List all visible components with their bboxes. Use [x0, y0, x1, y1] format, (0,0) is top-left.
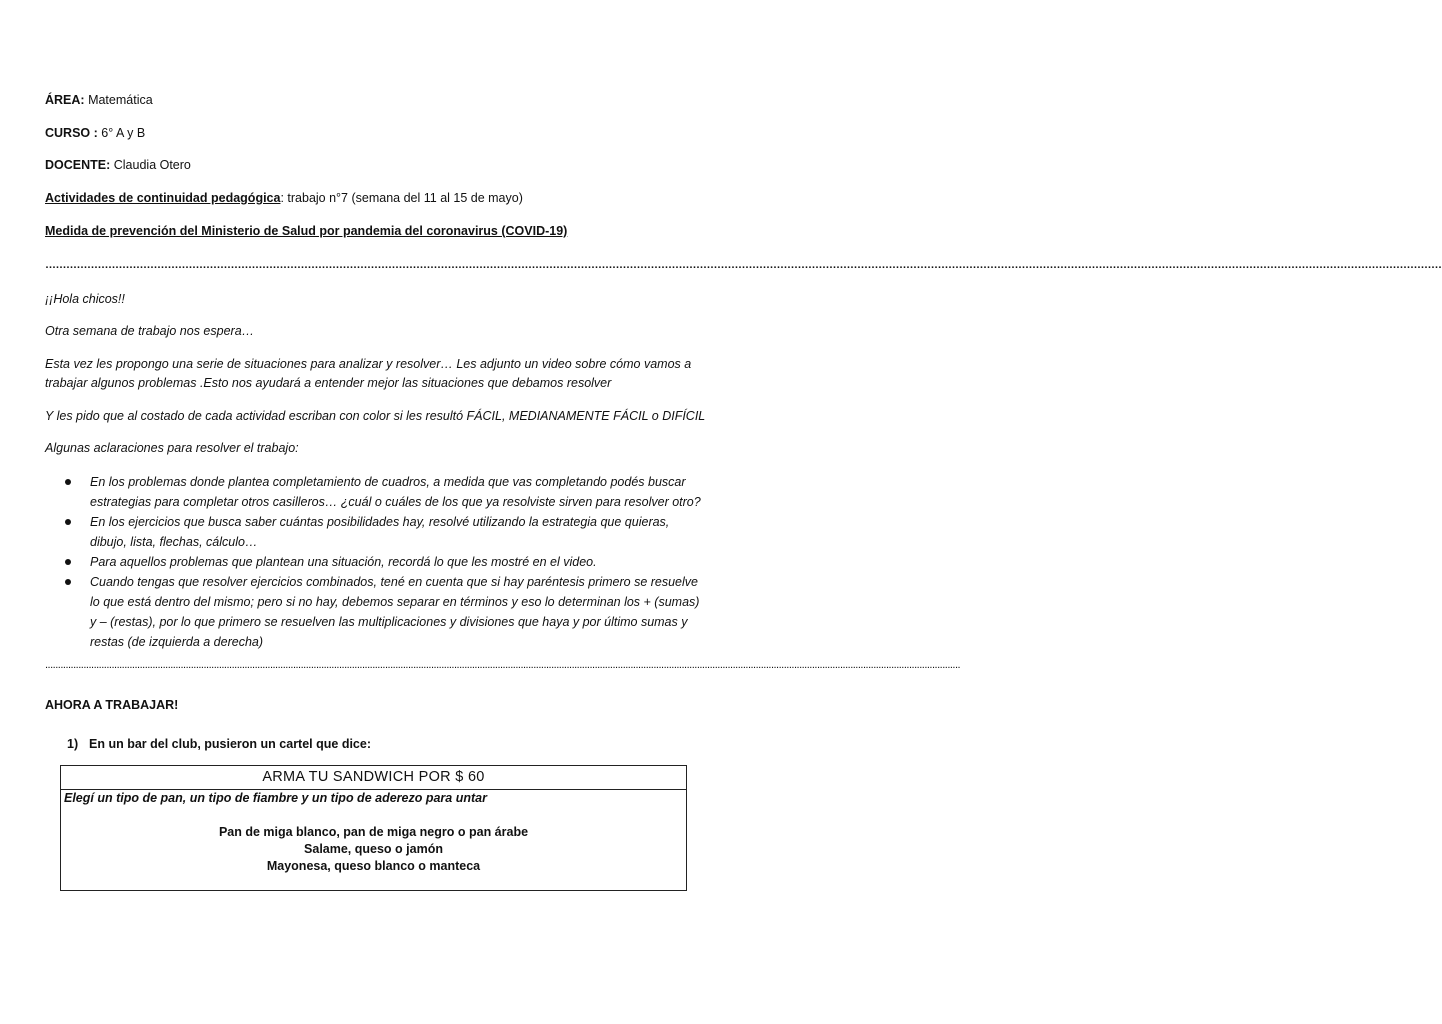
sign-option-coldcut: Salame, queso o jamón [304, 842, 443, 856]
sign-option-spread: Mayonesa, queso blanco o manteca [266, 859, 481, 873]
list-item: Para aquellos problemas que plantean una situación, recordá lo que les mostré en el video. [59, 552, 709, 572]
ahora-heading: AHORA A TRABAJAR! [45, 698, 179, 712]
question-number: 1) [67, 737, 79, 751]
intro-paragraph-2-line-2: trabajar algunos problemas .Esto nos ayudará a entender mejor las situaciones que debamos resolver [45, 376, 612, 390]
curso-value: 6° A y B [97, 126, 146, 140]
intro-paragraph-4: Algunas aclaraciones para resolver el trabajo: [45, 441, 299, 455]
area-line [45, 92, 153, 108]
sign-subtitle: Elegí un tipo de pan, un tipo de fiambre y un tipo de aderezo para untar [64, 791, 487, 805]
sandwich-sign [60, 765, 687, 891]
actividades-label: Actividades de continuidad pedagógica [45, 191, 281, 205]
curso-line [45, 125, 145, 141]
docente-value: Claudia Otero [110, 158, 191, 172]
intro-paragraph-2-line-1: Esta vez les propongo una serie de situaciones para analizar y resolver… Les adjunto un video sobre cómo vamos a [45, 357, 692, 371]
sign-options [61, 824, 686, 875]
list-item: Cuando tengas que resolver ejercicios combinados, tené en cuenta que si hay paréntesis primero se resuelve lo que está dentro del mismo; pero si no hay, debemos separar en términos y eso lo determinan los + (sumas) y – (restas), por lo que primero se resuelven las multiplicaciones y divisiones que haya y por último sumas y restas (de izquierda a derecha) [59, 572, 709, 652]
actividades-value: : trabajo n°7 (semana del 11 al 15 de mayo) [280, 191, 523, 205]
actividades-line [45, 190, 523, 206]
medida-heading: Medida de prevención del Ministerio de Salud por pandemia del coronavirus (COVID-19) [45, 224, 568, 238]
list-item: En los problemas donde plantea completamiento de cuadros, a medida que vas completando podés buscar estrategias para completar otros casilleros… ¿cuál o cuáles de los que ya resolviste sirven para resolver otro? [59, 472, 709, 512]
separator-thick: ………………………………………………………………………………………………………………………………………………………………………………………………………………………………………………………………………………………………………………………………………………………………… [45, 259, 1442, 271]
area-label: ÁREA: [45, 93, 85, 107]
sign-option-bread: Pan de miga blanco, pan de miga negro o pan árabe [218, 825, 529, 839]
area-value: Matemática [84, 93, 153, 107]
clarifications-list [59, 472, 709, 652]
greeting: ¡¡Hola chicos!! [45, 292, 125, 306]
list-item: En los ejercicios que busca saber cuántas posibilidades hay, resolvé utilizando la estrategia que quieras, dibujo, lista, flechas, cálculo… [59, 512, 709, 552]
sign-title: ARMA TU SANDWICH POR $ 60 [61, 766, 686, 790]
question-text: En un bar del club, pusieron un cartel que dice: [89, 737, 371, 751]
question-1 [67, 737, 371, 751]
intro-paragraph-3: Y les pido que al costado de cada actividad escriban con color si les resultó FÁCIL, MEDIANAMENTE FÁCIL o DIFÍCIL [45, 409, 706, 423]
separator-thin: ...................................................................................................................................................................................................................................................................................................................................................................... [45, 659, 961, 671]
curso-label: CURSO : [45, 126, 98, 140]
intro-paragraph-1: Otra semana de trabajo nos espera… [45, 324, 255, 338]
docente-label: DOCENTE: [45, 158, 111, 172]
docente-line [45, 157, 191, 173]
